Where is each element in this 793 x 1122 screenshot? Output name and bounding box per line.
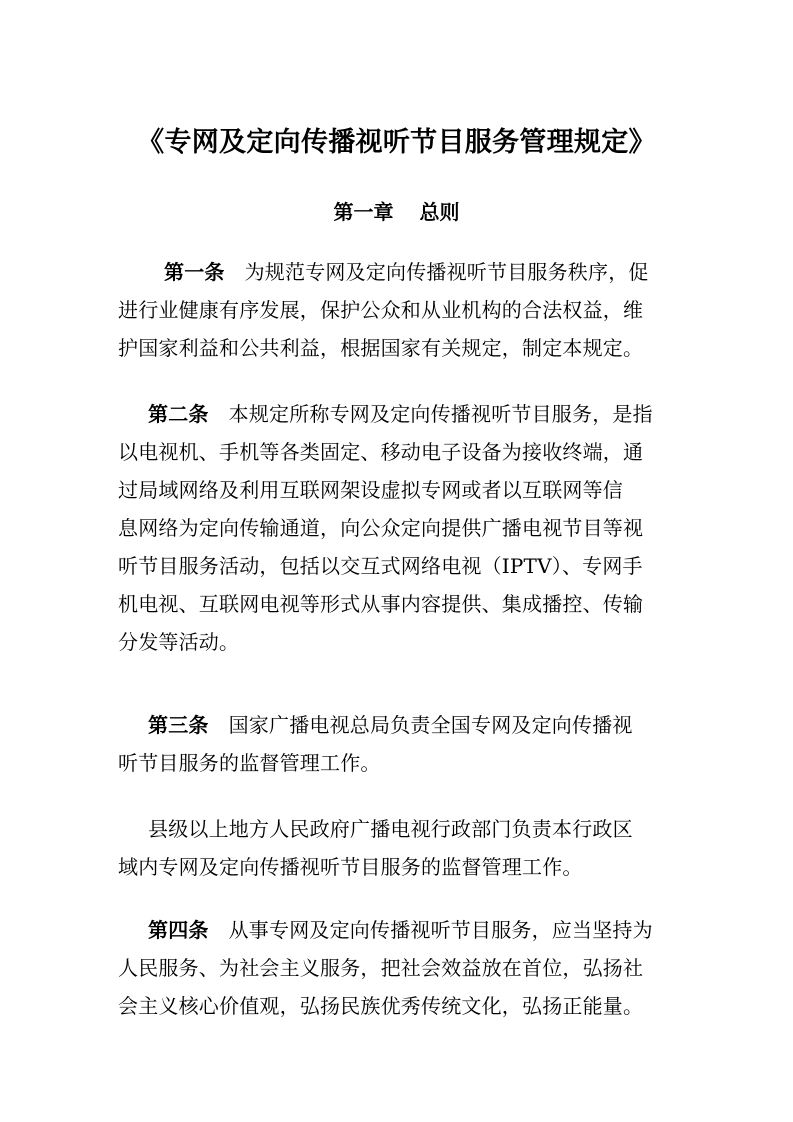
- article-3: [118, 706, 683, 782]
- article-4: [118, 911, 683, 1025]
- article-3-para2-line-1: [118, 810, 683, 848]
- article-text-line: 分发等活动。: [118, 630, 240, 654]
- article-3-label: 第三条: [148, 713, 209, 737]
- article-2-line-1: [118, 395, 683, 433]
- chapter-heading: [0, 192, 793, 232]
- article-text-line: 人民服务、为社会主义服务，把社会效益放在首位，弘扬社: [118, 956, 644, 980]
- article-4-line-1: [118, 911, 683, 949]
- article-text-line: 息网络为定向传输通道，向公众定向提供广播电视节目等视: [118, 516, 644, 540]
- article-2: [118, 395, 683, 661]
- chapter-name: 总则: [419, 200, 460, 224]
- article-text-line: 从事专网及定向传播视听节目服务，应当坚持为: [228, 918, 653, 942]
- article-text-line: 机电视、互联网电视等形式从事内容提供、集成播控、传输: [118, 592, 644, 616]
- article-text-line: 会主义核心价值观，弘扬民族优秀传统文化，弘扬正能量。: [118, 994, 644, 1018]
- article-text-line: 听节目服务活动，包括以交互式网络电视（IPTV）、专网手: [118, 554, 643, 578]
- article-text-line: 护国家利益和公共利益，根据国家有关规定，制定本规定。: [118, 336, 644, 360]
- article-3-paragraph-2: [118, 810, 683, 886]
- article-text-line: 听节目服务的监督管理工作。: [118, 751, 381, 775]
- chapter-label: 第一章: [333, 200, 394, 224]
- article-text-line: 域内专网及定向传播视听节目服务的监督管理工作。: [118, 855, 583, 879]
- article-1-label: 第一条: [164, 260, 225, 284]
- article-2-label: 第二条: [148, 402, 209, 426]
- article-text-line: 以电视机、手机等各类固定、移动电子设备为接收终端，通: [118, 440, 644, 464]
- document-title: 《专网及定向传播视听节目服务管理规定》: [137, 127, 656, 158]
- article-text-line: 进行业健康有序发展，保护公众和从业机构的合法权益，维: [118, 298, 644, 322]
- article-4-label: 第四条: [148, 918, 209, 942]
- article-text-line: 本规定所称专网及定向传播视听节目服务，是指: [228, 402, 653, 426]
- article-text-line: 过局域网络及利用互联网架设虚拟专网或者以互联网等信: [118, 478, 623, 502]
- article-text-line: 县级以上地方人民政府广播电视行政部门负责本行政区: [148, 817, 633, 841]
- article-1: [118, 253, 683, 367]
- article-1-line-1: [118, 253, 683, 291]
- article-text-line: 国家广播电视总局负责全国专网及定向传播视: [228, 713, 633, 737]
- article-3-line-1: [118, 706, 683, 744]
- article-text-line: 为规范专网及定向传播视听节目服务秩序，促: [244, 260, 649, 284]
